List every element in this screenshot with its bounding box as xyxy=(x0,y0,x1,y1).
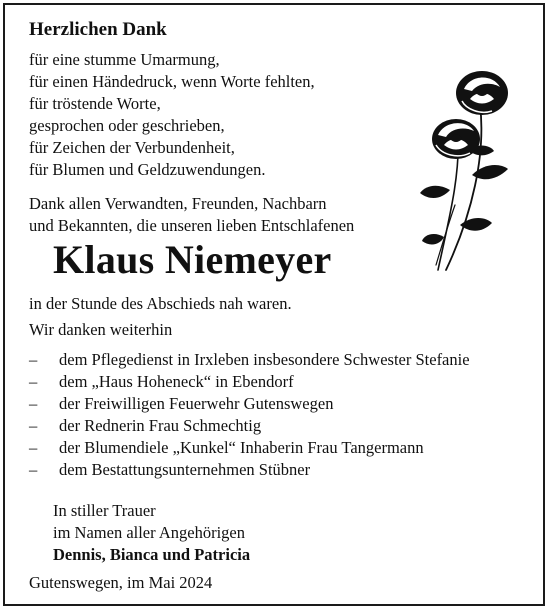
thanks-list xyxy=(29,349,470,481)
intro-line: gesprochen oder geschrieben, xyxy=(29,116,225,135)
list-item xyxy=(29,415,470,437)
signature-block xyxy=(53,500,250,566)
rose-bloom-upper xyxy=(456,71,508,115)
obituary-card xyxy=(3,3,545,606)
list-item-text: dem Bestattungsunternehmen Stübner xyxy=(59,460,311,479)
list-item xyxy=(29,349,470,371)
heading: Herzlichen Dank xyxy=(29,19,167,40)
intro-line: für einen Händedruck, wenn Worte fehlten, xyxy=(29,72,315,91)
signature-names: Dennis, Bianca und Patricia xyxy=(53,545,251,564)
farewell-line: in der Stunde des Abschieds nah waren. xyxy=(29,294,292,313)
dash-bullet: – xyxy=(29,350,38,369)
intro-line: für tröstende Worte, xyxy=(29,94,161,113)
dash-bullet: – xyxy=(29,460,38,479)
intro-line: für Zeichen der Verbundenheit, xyxy=(29,138,235,157)
further-heading: Wir danken weiterhin xyxy=(29,320,173,339)
intro-line: für Blumen und Geldzuwendungen. xyxy=(29,160,266,179)
dash-bullet: – xyxy=(29,394,38,413)
list-item xyxy=(29,459,470,481)
list-item xyxy=(29,371,470,393)
dash-bullet: – xyxy=(29,416,38,435)
dash-bullet: – xyxy=(29,372,38,391)
list-item-text: der Freiwilligen Feuerwehr Gutenswegen xyxy=(59,394,334,413)
signature-line: im Namen aller Angehörigen xyxy=(53,523,245,542)
list-item-text: der Rednerin Frau Schmechtig xyxy=(59,416,262,435)
intro-list xyxy=(29,49,315,181)
dash-bullet: – xyxy=(29,438,38,457)
list-item xyxy=(29,437,470,459)
list-item-text: dem „Haus Hoheneck“ in Ebendorf xyxy=(59,372,294,391)
list-item-text: dem Pflegedienst in Irxleben insbesondere Schwester Stefanie xyxy=(59,350,470,369)
roses-illustration xyxy=(420,65,532,275)
intro-line: für eine stumme Umarmung, xyxy=(29,50,220,69)
thanks-paragraph xyxy=(29,193,354,237)
thanks-line: und Bekannten, die unseren lieben Entschlafenen xyxy=(29,216,355,235)
list-item-text: der Blumendiele „Kunkel“ Inhaberin Frau Tangermann xyxy=(59,438,424,457)
list-item xyxy=(29,393,470,415)
rose-bloom-lower xyxy=(432,119,480,159)
deceased-name: Klaus Niemeyer xyxy=(53,237,332,282)
place-date: Gutenswegen, im Mai 2024 xyxy=(29,573,213,592)
thanks-line: Dank allen Verwandten, Freunden, Nachbarn xyxy=(29,194,327,213)
signature-line: In stiller Trauer xyxy=(53,501,156,520)
